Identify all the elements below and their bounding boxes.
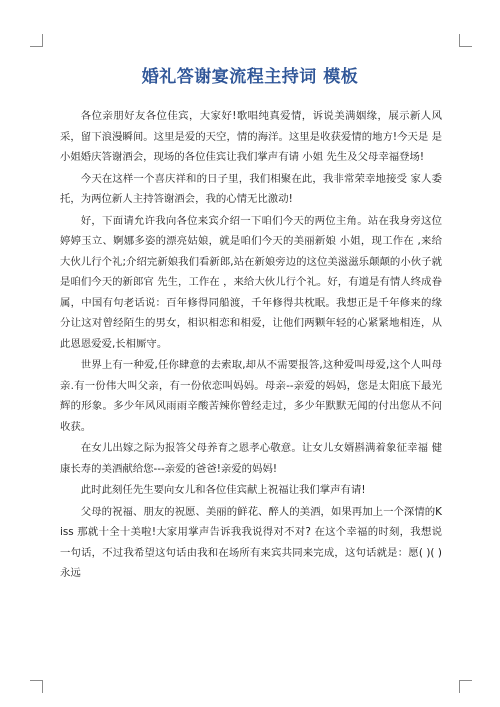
document-body: [60, 106, 442, 584]
paragraph-kiss: 父母的祝福、朋友的祝愿、美丽的鲜花、醉人的美酒，如果再加上一个深情的Kiss 那就十全十美啦!大家用掌声告诉我我说得对不对? 在这个幸福的时刻，我想说一句话，不过我希望这句话由我和在场所有来宾共同来完成，这句话就是：愿( )( )永远: [60, 505, 442, 579]
paragraph-father-blessing: 此时此刻任先生要向女儿和各位佳宾献上祝福让我们掌声有请!: [80, 484, 366, 496]
paragraph-greeting: 各位亲朋好友各位佳宾，大家好!歌唱纯真爱情，诉说美满姻缘，展示新人风采，留下浪漫瞬间。这里是爱的天空，情的海洋。这里是收获爱情的地方!今天是 是 小姐婚庆答谢酒会，现场的各位佳宾让我们掌声有请 小姐 先生及父母幸福登场!: [60, 110, 442, 163]
page-corner-mark-bottom-right: [459, 680, 472, 693]
paragraph-introduce-couple: 好，下面请允许我向各位来宾介绍一下咱们今天的两位主角。站在我身旁这位婷婷玉立、婀娜多姿的漂亮姑娘，就是咱们今天的美丽新娘 小姐，现工作在 ,来给大伙儿行个礼;介绍完新娘我们看新郎,站在新娘旁边的这位美滋滋乐颠颠的小伙子就是咱们今天的新郎官 先生，工作在 ，来给大伙儿行个礼。好，有道是有情人终成眷属，中国有句老话说：百年修得同船渡，千年修得共枕眠。我想正是千年修来的缘分让这对曾经陌生的男女，相识相恋和相爱，让他们两颗年轻的心紧紧地相连，从此恩恩爱爱,长相厮守。: [60, 214, 442, 350]
paragraph-opening: 今天在这样一个喜庆祥和的日子里，我们相聚在此，我非常荣幸地接受 家人委托，为两位新人主持答谢酒会，我的心情无比激动!: [60, 172, 442, 205]
paragraph-toast-parents: 在女儿出嫁之际为报答父母养育之恩孝心敬意。让女儿女婿斟满着象征幸福 健康长寿的美酒献给您---亲爱的爸爸!亲爱的妈妈!: [60, 442, 442, 475]
document-title: 婚礼答谢宴流程主持词 模板: [141, 67, 359, 87]
page-corner-mark-top-right: [459, 34, 472, 47]
page-corner-mark-top-left: [30, 34, 43, 47]
page-corner-mark-bottom-left: [30, 680, 43, 693]
paragraph-mother-love: 世界上有一种爱,任你肆意的去索取,却从不需要报答,这种爱叫母爱,这个人叫母亲.有一份伟大叫父亲，有一份依恋叫妈妈。母亲--亲爱的妈妈，您是太阳底下最光辉的形象。多少年风风雨雨辛酸苦辣你曾经走过，多少年默默无闻的付出您从不问收获。: [60, 359, 442, 433]
